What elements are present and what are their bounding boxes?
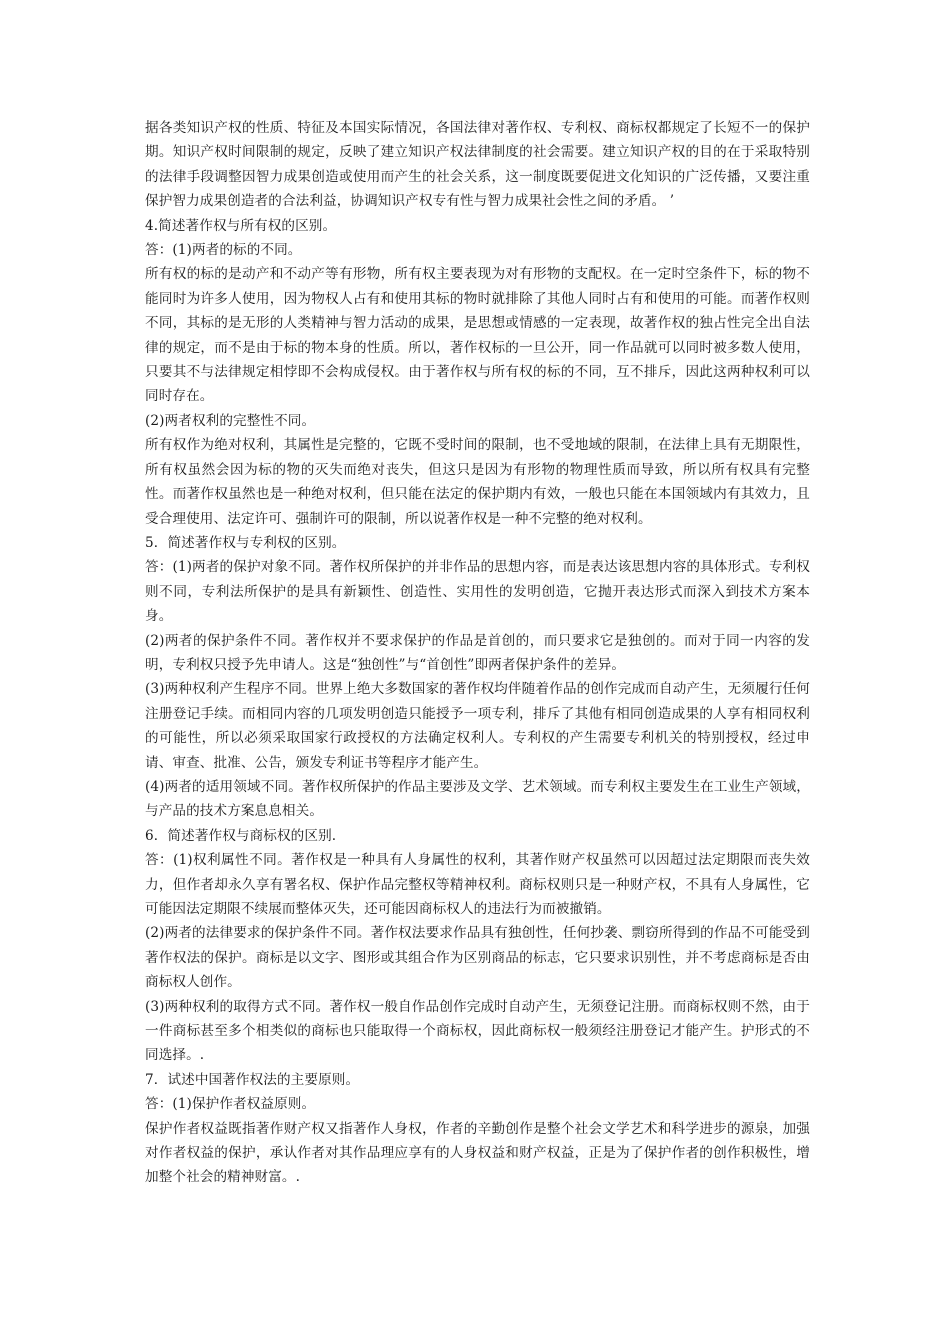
answer-6-point-3: (3)两种权利的取得方式不同。著作权一般自作品创作完成时自动产生，无须登记注册。而商标权则不然，由于一件商标甚至多个相类似的商标也只能取得一个商标权，因此商标权一般须经注册登记才能产生。护形式的不同选择。. bbox=[145, 998, 810, 1064]
answer-7-point-1: 答：(1)保护作者权益原则。 bbox=[145, 1096, 316, 1113]
answer-4-point-1-body: 所有权的标的是动产和不动产等有形物，所有权主要表现为对有形物的支配权。在一定时空条件下，标的物不能同时为许多人使用，因为物权人占有和使用其标的物时就排除了其他人同时占有和使用的可能。而著作权则不同，其标的是无形的人类精神与智力活动的成果，是思想或情感的一定表现，故著作权的独占性完全出自法律的规定，而不是由于标的物本身的性质。所以，著作权标的一旦公开，同一作品就可以同时被多数人使用，只要其不与法律规定相悖即不会构成侵权。由于著作权与所有权的标的不同，互不排斥，因此这两种权利可以同时存在。 bbox=[145, 266, 810, 405]
answer-5-point-3: (3)两种权利产生程序不同。世界上绝大多数国家的著作权均伴随着作品的创作完成而自动产生，无须履行任何注册登记手续。而相同内容的几项发明创造只能授予一项专利，排斥了其他有相同创造成果的人享有相同权利的可能性，所以必须采取国家行政授权的方法确定权利人。专利权的产生需要专利机关的特别授权，经过申请、审查、批准、公告，颁发专利证书等程序才能产生。 bbox=[145, 681, 810, 771]
answer-6-point-1: 答：(1)权利属性不同。著作权是一种具有人身属性的权利，其著作财产权虽然可以因超过法定期限而丧失效力，但作者却永久享有署名权、保护作品完整权等精神权利。商标权则只是一种财产权，不具有人身属性，它可能因法定期限不续展而整体灭失，还可能因商标权人的违法行为而被撤销。 bbox=[145, 852, 810, 917]
document-body bbox=[145, 116, 810, 1190]
question-6-heading: 6．简述著作权与商标权的区别. bbox=[145, 827, 337, 844]
answer-5-point-4: (4)两者的适用领域不同。著作权所保护的作品主要涉及文学、艺术领域。而专利权主要发生在工业生产领域，与产品的技术方案息息相关。 bbox=[145, 778, 810, 820]
paragraph-intro: 据各类知识产权的性质、特征及本国实际情况，各国法律对著作权、专利权、商标权都规定了长短不一的保护期。知识产权时间限制的规定，反映了建立知识产权法律制度的社会需要。建立知识产权的目的在于采取特别的法律手段调整因智力成果创造或使用而产生的社会关系，这一制度既要促进文化知识的广泛传播，又要注重保护智力成果创造者的合法利益，协调知识产权专有性与智力成果社会性之间的矛盾。 ’ bbox=[145, 120, 810, 210]
answer-7-point-1-body: 保护作者权益既指著作财产权又指著作人身权，作者的辛勤创作是整个社会文学艺术和科学进步的源泉，加强对作者权益的保护，承认作者对其作品理应享有的人身权益和财产权益，正是为了保护作者的创作积极性，增加整个社会的精神财富。. bbox=[145, 1120, 810, 1186]
question-5-heading: 5．简述著作权与专利权的区别。 bbox=[145, 534, 346, 551]
answer-5-point-2: (2)两者的保护条件不同。著作权并不要求保护的作品是首创的，而只要求它是独创的。而对于同一内容的发明，专利权只授予先申请人。这是“独创性”与“首创性”即两者保护条件的差异。 bbox=[145, 632, 810, 673]
question-4-heading: 4.简述著作权与所有权的区别。 bbox=[145, 217, 337, 234]
answer-4-point-2-body: 所有权作为绝对权利，其属性是完整的，它既不受时间的限制，也不受地域的限制，在法律上具有无期限性，所有权虽然会因为标的物的灭失而绝对丧失，但这只是因为有形物的物理性质而导致，所以所有权具有完整性。而著作权虽然也是一种绝对权利，但只能在法定的保护期内有效，一般也只能在本国领域内有其效力，且受合理使用、法定许可、强制许可的限制，所以说著作权是一种不完整的绝对权利。 bbox=[145, 437, 810, 527]
answer-5-point-1: 答：(1)两者的保护对象不同。著作权所保护的并非作品的思想内容，而是表达该思想内容的具体形式。专利权则不同，专利法所保护的是具有新颖性、创造性、实用性的发明创造，它抛开表达形式而深入到技术方案本身。 bbox=[145, 559, 810, 625]
answer-4-point-1: 答：(1)两者的标的不同。 bbox=[145, 242, 302, 259]
answer-4-point-2: (2)两者权利的完整性不同。 bbox=[145, 412, 316, 429]
answer-6-point-2: (2)两者的法律要求的保护条件不同。著作权法要求作品具有独创性，任何抄袭、剽窃所得到的作品不可能受到著作权法的保护。商标是以文字、图形或其组合作为区别商品的标志，它只要求识别性，并不考虑商标是否由商标权人创作。 bbox=[145, 925, 810, 991]
question-7-heading: 7．试述中国著作权法的主要原则。 bbox=[145, 1071, 360, 1088]
